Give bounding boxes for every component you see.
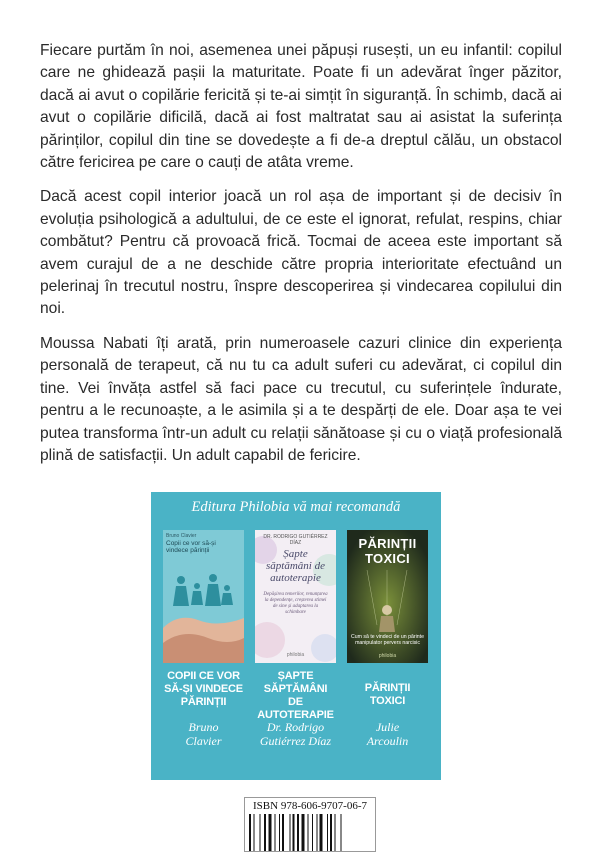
barcode-bar <box>254 814 255 851</box>
book-cover-1 <box>163 530 244 663</box>
barcode-bar <box>308 814 309 851</box>
book-title-1-line-1: COPII CE VOR <box>167 670 240 682</box>
book-title-1-line-3: PĂRINȚII <box>180 696 227 708</box>
paragraph-1: Fiecare purtăm în noi, asemenea unei păpuși rusești, un eu infantil: copilul care ne ghidează pașii la maturitate. Poate fi un adevărat înger păzitor, dacă ai avut o copilărie fericită și te-ai simțit în siguranță. În schimb, dacă ai avut o copilărie dificilă, dacă ai fost maltratat sau ai asistat la suferința părinților, copilul din tine se dovedește a fi de-a dreptul călău, un obstacol către fericirea pe care o cauți de atâta vreme. <box>40 42 562 172</box>
book-author-3-line-1: Julie <box>375 720 400 734</box>
paragraph-3: Moussa Nabati îți arată, prin numeroasele cazuri clinice din experiența personală de terapeut, că nu tu ca adult suferi cu adevărat, ci copilul din tine. Vei învăța astfel să faci pace cu trecutul, cu suferințele îndurate, pentru a le recunoaște, a le asimila și a te despărți de ele. Doar așa te vei putea transforma într-un adult cu relații sănătoase și cu o viață profesională plină de satisfacții. Un adult capabil de fericire. <box>40 334 562 464</box>
book-sapte-saptamani <box>255 530 336 761</box>
barcode-bar <box>330 814 332 851</box>
barcode-bar <box>290 814 291 851</box>
cover-author-2: DR. RODRIGO GUTIÉRREZ DÍAZ <box>263 534 328 546</box>
isbn-number: ISBN 978-606-9707-06-7 <box>253 800 367 812</box>
barcode-bar <box>320 814 323 851</box>
cover-author-1: Bruno Clavier <box>166 533 197 539</box>
book-author-1 <box>163 720 244 748</box>
cover-title-2: Șapte săptămâni de autoterapie <box>266 548 325 584</box>
barcode-bar <box>264 814 266 851</box>
barcode-bar <box>282 814 284 851</box>
barcode-bar <box>293 814 295 851</box>
cover-title-3-line-2: TOXICI <box>365 551 410 566</box>
hands-illustration <box>163 558 244 663</box>
barcode-bar <box>327 814 328 851</box>
barcode-bar <box>269 814 272 851</box>
barcode-bar <box>341 814 342 851</box>
cover-subtitle-3: Cum să te vindeci de un părinte manipulator pervers narcisic <box>351 634 424 646</box>
book-author-1-line-1: Bruno <box>188 720 219 734</box>
book-title-2-line-1: ȘAPTE <box>277 670 314 682</box>
book-title-1-line-2: SĂ-ȘI VINDECE <box>164 683 243 695</box>
book-cover-2 <box>255 530 336 663</box>
book-cover-3 <box>347 530 428 663</box>
cover-subtitle-2: Depășirea temerilor, renunțarea la dependențe, creșterea stimei de sine și adaptarea la schimbare <box>263 592 328 615</box>
cover-title-3-line-1: PĂRINȚII <box>358 536 417 551</box>
cover-publisher-2: philobia <box>286 652 305 658</box>
book-author-2-line-2: Gutiérrez Díaz <box>259 734 332 748</box>
cover-title-1: Copii ce vor să-și vindece părinții <box>166 540 216 554</box>
barcode-bar <box>312 814 313 851</box>
book-author-2 <box>255 720 336 748</box>
barcode-bar <box>260 814 261 851</box>
barcode-bar <box>335 814 336 851</box>
book-title-2 <box>255 670 336 722</box>
book-author-2-line-1: Dr. Rodrigo <box>266 720 325 734</box>
paragraph-2: Dacă acest copil interior joacă un rol așa de important și de decisiv în evoluția psihologică a adultului, de ce este el ignorat, refulat, respins, chiar combătut? Pentru că provoacă frică. Tocmai de aceea este important să avem curajul de a ne deschide către propria interioritate efectuând un pelerinaj în trecutul nostru, înspre descoperirea și vindecarea copilului din noi. <box>40 188 562 318</box>
barcode-bar <box>302 814 305 851</box>
barcode-bar <box>249 814 251 851</box>
cover-title-3 <box>347 536 428 566</box>
book-title-2-line-2: SĂPTĂMÂNI DE <box>263 683 328 708</box>
book-author-1-line-2: Clavier <box>185 734 222 748</box>
book-title-1 <box>163 670 244 709</box>
book-author-3 <box>347 720 428 748</box>
barcode-bar <box>279 814 280 851</box>
isbn-barcode <box>244 797 376 852</box>
book-parintii-toxici <box>347 530 428 761</box>
book-title-3-line-1: PĂRINȚII <box>364 682 411 694</box>
book-copii-ce-vor <box>163 530 244 761</box>
book-author-3-line-2: Arcoulin <box>366 734 409 748</box>
book-title-3 <box>347 682 428 708</box>
recommendations-header: Editura Philobia vă mai recomandă <box>191 498 401 515</box>
barcode-bar <box>317 814 318 851</box>
barcode-bar <box>275 814 276 851</box>
book-title-2-line-3: AUTOTERAPIE <box>257 709 334 721</box>
recommendations-panel <box>151 492 441 780</box>
barcode-bars <box>249 814 371 851</box>
barcode-bar <box>297 814 299 851</box>
back-cover-description <box>40 40 562 479</box>
cover-publisher-3: philobia <box>378 653 397 659</box>
book-title-3-line-2: TOXICI <box>369 695 406 707</box>
